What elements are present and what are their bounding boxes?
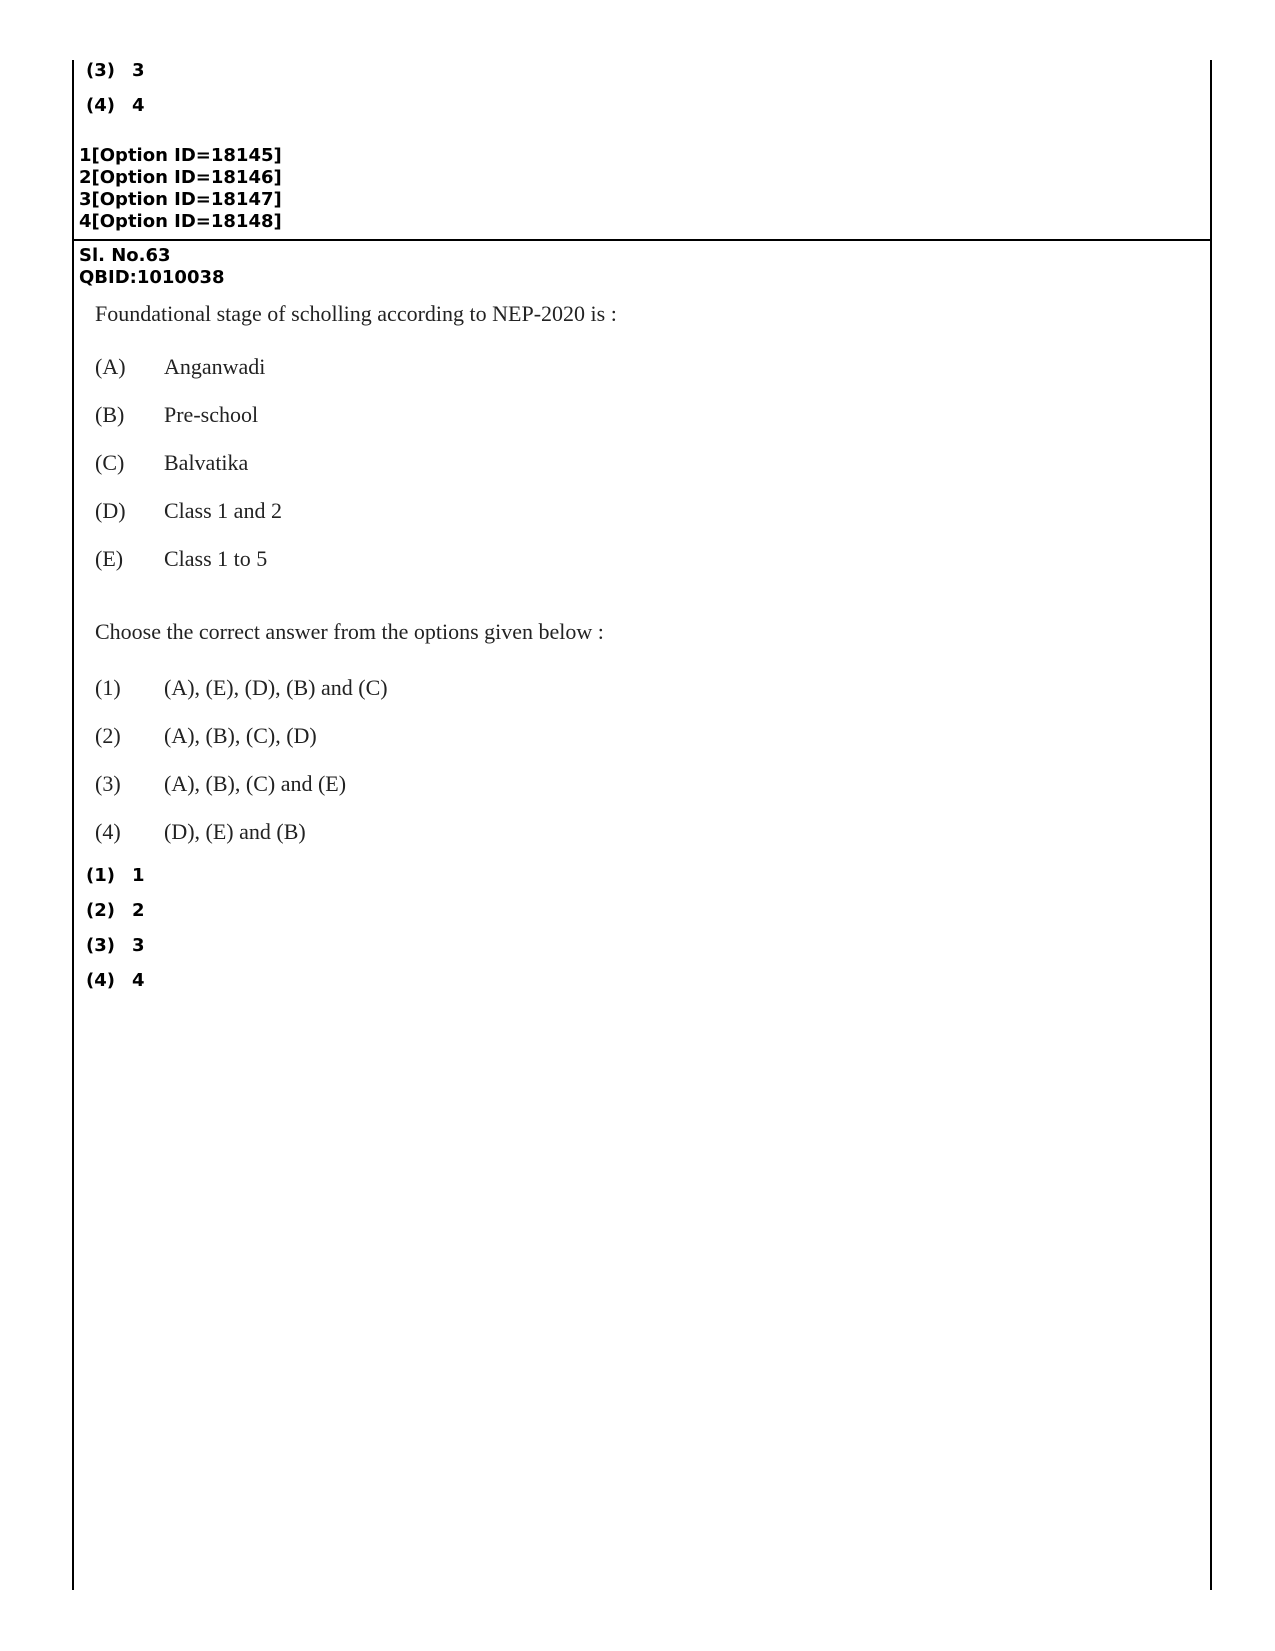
previous-answer-options [86,60,145,130]
answer-option [86,935,145,970]
choice-text: (D), (E) and (B) [164,819,306,844]
statement-text: Class 1 to 5 [164,546,268,571]
choice-label: (4) [95,819,121,844]
option-number: (4) [86,970,115,991]
option-number: (1) [86,865,115,886]
question-divider [72,239,1212,241]
statement-item [95,355,282,403]
question-header [79,245,225,289]
choice-label: (1) [95,675,121,700]
statement-text: Class 1 and 2 [164,498,282,523]
choose-instruction: Choose the correct answer from the options given below : [95,619,604,644]
option-value: 4 [132,95,145,116]
page-border-left [72,60,74,1590]
option-id: 2[Option ID=18146] [79,167,282,188]
choice-item [95,676,388,724]
question-bank-id: QBID:1010038 [79,267,225,288]
serial-number: Sl. No.63 [79,245,171,266]
statement-item [95,403,282,451]
answer-option [86,865,145,900]
option-number: (3) [86,60,115,81]
statement-item [95,451,282,499]
question-stem [95,302,617,326]
answer-option [86,970,145,1005]
statement-item [95,499,282,547]
statement-text: Pre-school [164,402,259,427]
choice-list [95,676,388,868]
option-value: 3 [132,60,145,81]
option-id: 1[Option ID=18145] [79,145,282,166]
statement-label: (B) [95,402,125,427]
choice-text: (A), (B), (C) and (E) [164,771,347,796]
statement-label: (C) [95,450,125,475]
choice-item [95,724,388,772]
choice-label: (2) [95,723,121,748]
option-number: (3) [86,935,115,956]
choice-item [95,820,388,868]
answer-option [86,95,145,130]
option-id-list [79,145,282,233]
statement-text: Anganwadi [164,354,266,379]
statement-item [95,547,282,595]
option-value: 3 [132,935,145,956]
question-text: Foundational stage of scholling according to NEP-2020 is : [95,301,617,326]
choice-label: (3) [95,771,121,796]
option-id: 4[Option ID=18148] [79,211,282,232]
answer-option [86,60,145,95]
option-number: (4) [86,95,115,116]
option-number: (2) [86,900,115,921]
choice-item [95,772,388,820]
option-value: 4 [132,970,145,991]
option-id: 3[Option ID=18147] [79,189,282,210]
statement-text: Balvatika [164,450,249,475]
choice-text: (A), (E), (D), (B) and (C) [164,675,388,700]
choice-text: (A), (B), (C), (D) [164,723,317,748]
page-border-right [1210,60,1212,1590]
option-value: 1 [132,865,145,886]
option-value: 2 [132,900,145,921]
statement-list [95,355,282,595]
statement-label: (D) [95,498,126,523]
statement-label: (E) [95,546,124,571]
statement-label: (A) [95,354,126,379]
answer-option [86,900,145,935]
answer-options [86,865,145,1005]
